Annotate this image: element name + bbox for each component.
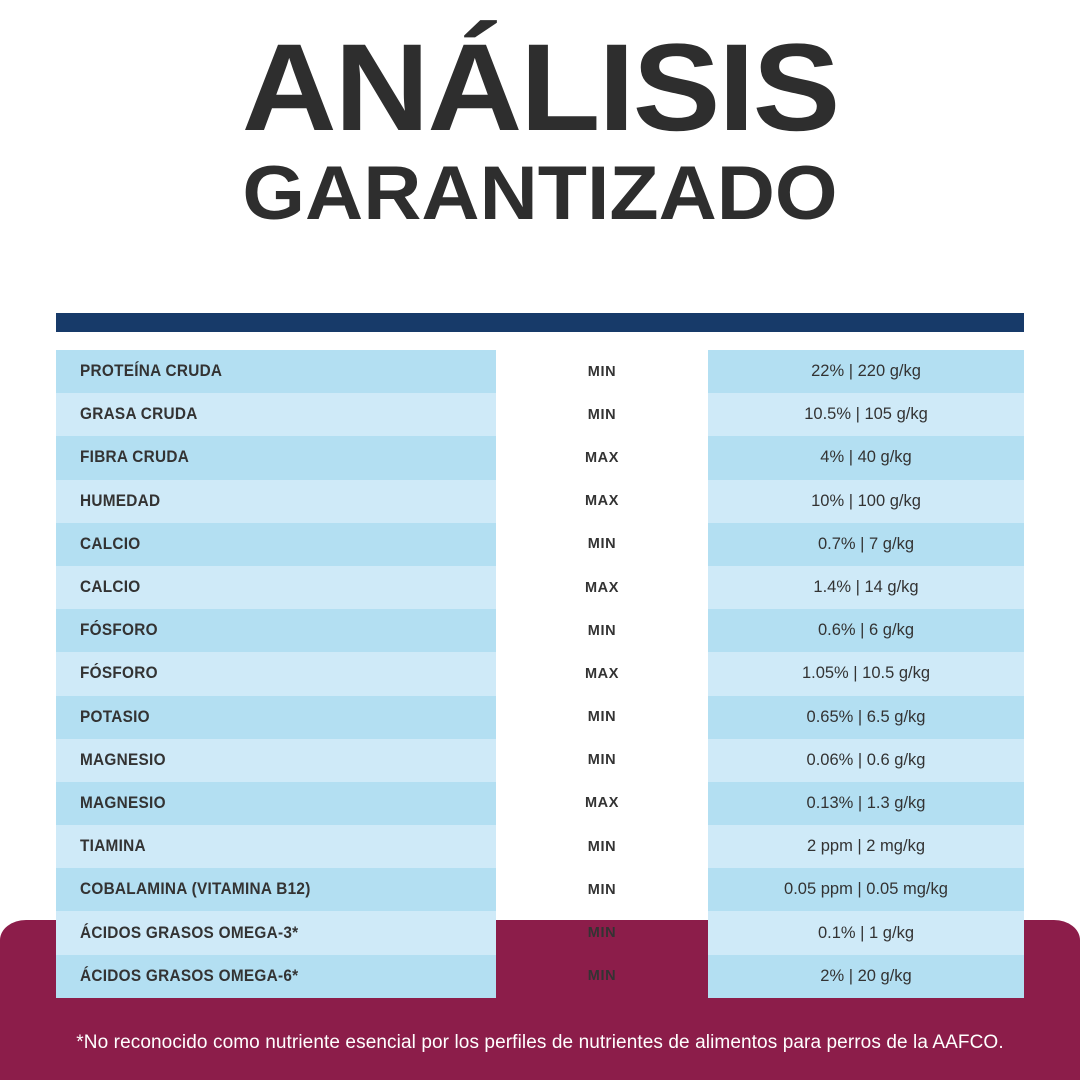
value-cell: 0.13% | 1.3 g/kg [708, 782, 1024, 825]
value-cell: 10% | 100 g/kg [708, 480, 1024, 523]
value-cell: 0.06% | 0.6 g/kg [708, 739, 1024, 782]
value-cell: 22% | 220 g/kg [708, 350, 1024, 393]
limit-cell: MAX [584, 579, 620, 596]
nutrient-name-text: TIAMINA [80, 837, 146, 856]
table-row [56, 696, 1024, 739]
value-cell: 0.05 ppm | 0.05 mg/kg [708, 868, 1024, 911]
column-gap [692, 739, 708, 782]
table-row [56, 739, 1024, 782]
limit-cell: MAX [584, 493, 620, 510]
value-cell: 0.6% | 6 g/kg [708, 609, 1024, 652]
page-title [0, 0, 1080, 236]
title-line-1: ANÁLISIS [241, 19, 839, 157]
column-gap [692, 393, 708, 436]
column-gap [496, 393, 512, 436]
column-gap [496, 782, 512, 825]
column-gap [496, 436, 512, 479]
guaranteed-analysis-table [56, 350, 1024, 998]
column-gap [692, 911, 708, 954]
table-row [56, 393, 1024, 436]
nutrient-name-cell [56, 350, 496, 393]
table-row [56, 609, 1024, 652]
column-gap [692, 696, 708, 739]
footnote-text: *No reconocido como nutriente esencial por los perfiles de nutrientes de alimentos para perros de la AAFCO. [76, 1032, 1004, 1053]
column-gap [692, 782, 708, 825]
limit-cell: MIN [587, 752, 617, 769]
nutrient-name-text: MAGNESIO [80, 793, 166, 812]
nutrient-name-text: POTASIO [80, 707, 150, 726]
nutrient-name-text: FÓSFORO [80, 621, 158, 640]
nutrient-name-text: PROTEÍNA CRUDA [80, 362, 223, 381]
nutrient-name-cell [56, 739, 496, 782]
nutrient-name-cell [56, 911, 496, 954]
limit-cell: MIN [587, 925, 617, 942]
nutrient-name-cell [56, 436, 496, 479]
blue-divider-bar [56, 313, 1024, 332]
nutrient-name-text: CALCIO [80, 534, 141, 553]
table-row [56, 436, 1024, 479]
column-gap [496, 696, 512, 739]
nutrient-name-text: COBALAMINA (VITAMINA B12) [80, 880, 311, 899]
column-gap [496, 480, 512, 523]
limit-cell: MAX [584, 795, 620, 812]
column-gap [692, 825, 708, 868]
column-gap [692, 609, 708, 652]
column-gap [692, 523, 708, 566]
nutrient-name-cell [56, 609, 496, 652]
column-gap [496, 350, 512, 393]
table-row [56, 523, 1024, 566]
nutrient-name-text: GRASA CRUDA [80, 405, 198, 424]
nutrient-name-text: MAGNESIO [80, 750, 166, 769]
table-row [56, 825, 1024, 868]
value-cell: 0.7% | 7 g/kg [708, 523, 1024, 566]
nutrient-name-cell [56, 955, 496, 998]
value-cell: 1.05% | 10.5 g/kg [708, 652, 1024, 695]
column-gap [692, 868, 708, 911]
limit-cell: MIN [587, 622, 617, 639]
limit-cell: MIN [587, 536, 617, 553]
nutrient-name-cell [56, 696, 496, 739]
value-cell: 2% | 20 g/kg [708, 955, 1024, 998]
nutrient-name-text: ÁCIDOS GRASOS OMEGA-3* [80, 923, 299, 942]
limit-cell: MIN [587, 968, 617, 985]
value-cell: 2 ppm | 2 mg/kg [708, 825, 1024, 868]
table-row [56, 911, 1024, 954]
table-row [56, 782, 1024, 825]
column-gap [496, 955, 512, 998]
nutrient-name-cell [56, 868, 496, 911]
nutrient-name-text: CALCIO [80, 578, 141, 597]
column-gap [496, 868, 512, 911]
value-cell: 10.5% | 105 g/kg [708, 393, 1024, 436]
limit-cell: MIN [587, 363, 617, 380]
column-gap [496, 739, 512, 782]
nutrient-name-cell [56, 825, 496, 868]
title-line-2: GARANTIZADO [242, 150, 838, 236]
nutrient-name-cell [56, 480, 496, 523]
table-row [56, 350, 1024, 393]
value-cell: 1.4% | 14 g/kg [708, 566, 1024, 609]
column-gap [692, 436, 708, 479]
value-cell: 4% | 40 g/kg [708, 436, 1024, 479]
value-cell: 0.1% | 1 g/kg [708, 911, 1024, 954]
table-row [56, 566, 1024, 609]
table-row [56, 955, 1024, 998]
column-gap [496, 825, 512, 868]
nutrient-name-text: FÓSFORO [80, 664, 158, 683]
table-row [56, 652, 1024, 695]
column-gap [692, 566, 708, 609]
column-gap [496, 609, 512, 652]
footer-note-container [0, 1006, 1080, 1080]
column-gap [692, 955, 708, 998]
nutrient-name-text: ÁCIDOS GRASOS OMEGA-6* [80, 966, 299, 985]
column-gap [692, 350, 708, 393]
nutrient-name-cell [56, 652, 496, 695]
limit-cell: MAX [584, 665, 620, 682]
table-row [56, 480, 1024, 523]
nutrient-name-cell [56, 782, 496, 825]
column-gap [496, 523, 512, 566]
limit-cell: MIN [587, 406, 617, 423]
column-gap [496, 911, 512, 954]
limit-cell: MIN [587, 881, 617, 898]
nutrient-name-cell [56, 523, 496, 566]
value-cell: 0.65% | 6.5 g/kg [708, 696, 1024, 739]
nutrient-name-text: FIBRA CRUDA [80, 448, 190, 467]
nutrient-name-cell [56, 393, 496, 436]
column-gap [692, 480, 708, 523]
limit-cell: MAX [584, 449, 620, 466]
limit-cell: MIN [587, 709, 617, 726]
column-gap [692, 652, 708, 695]
nutrient-name-text: HUMEDAD [80, 491, 161, 510]
column-gap [496, 566, 512, 609]
table-row [56, 868, 1024, 911]
column-gap [496, 652, 512, 695]
nutrient-name-cell [56, 566, 496, 609]
limit-cell: MIN [587, 838, 617, 855]
